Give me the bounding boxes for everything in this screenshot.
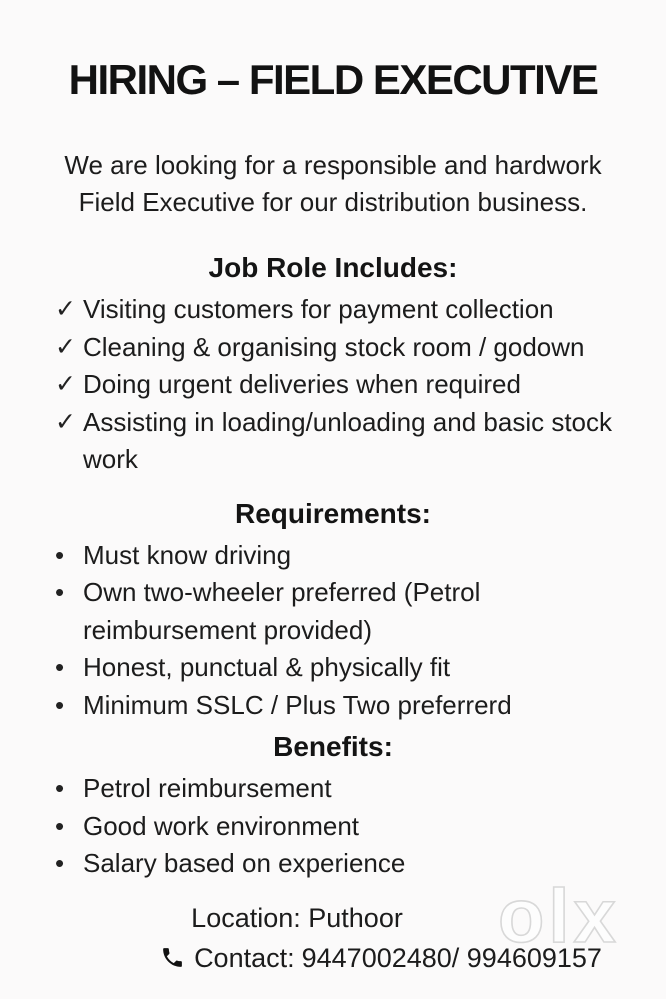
contact-numbers: 9447002480/ 994609157 <box>301 942 602 973</box>
section-heading-job-role: Job Role Includes: <box>208 252 458 283</box>
poster-footer <box>0 899 666 977</box>
list-item-text: Petrol reimbursement <box>83 773 332 803</box>
list-item-text: Must know driving <box>83 539 292 570</box>
olx-watermark-text: olx <box>498 876 620 959</box>
checkmark-icon: ✓ <box>55 332 76 361</box>
section-heading-benefits: Benefits: <box>273 731 393 762</box>
checkmark-icon: ✓ <box>55 370 76 398</box>
list-item-text: Visiting customers for payment collection <box>83 294 554 324</box>
list-item <box>55 687 638 725</box>
intro-text: We are looking for a responsible and hardwork Field Executive for our distribution business. <box>64 150 602 217</box>
list-item <box>55 291 638 329</box>
list-item-text: Salary based on experience <box>83 848 406 878</box>
list-item <box>55 404 638 479</box>
bullet-icon: • <box>55 652 65 682</box>
bullet-icon: • <box>55 539 65 570</box>
list-item-text: Good work environment <box>83 810 360 841</box>
list-item <box>55 649 638 687</box>
contact-label: Contact: <box>194 942 295 973</box>
list-item <box>55 770 638 808</box>
contact-line <box>48 939 666 977</box>
checkmark-icon: ✓ <box>55 295 76 323</box>
list-item-text: Assisting in loading/unloading and basic stock work <box>83 406 613 474</box>
list-item <box>55 574 638 649</box>
list-item-text: Own two-wheeler preferred (Petrol reimbursement provided) <box>83 577 481 645</box>
list-item-text: Doing urgent deliveries when required <box>83 369 521 399</box>
phone-icon <box>160 945 185 970</box>
requirements-list <box>0 537 666 725</box>
poster-title: HIRING – FIELD EXECUTIVE <box>68 56 598 103</box>
list-item <box>55 845 638 883</box>
bullet-icon: • <box>55 810 65 841</box>
list-item <box>55 329 638 367</box>
list-item <box>55 808 638 846</box>
list-item-text: Cleaning & organising stock room / godown <box>83 331 585 362</box>
checkmark-icon: ✓ <box>55 407 76 436</box>
list-item-text: Honest, punctual & physically fit <box>83 652 451 682</box>
section-heading-requirements: Requirements: <box>234 497 432 529</box>
bullet-icon: • <box>55 689 65 720</box>
list-item <box>55 537 638 575</box>
location-line: Location: Puthoor <box>191 902 403 933</box>
benefits-list <box>0 770 666 883</box>
bullet-icon: • <box>55 848 65 878</box>
job-role-list <box>0 291 666 479</box>
list-item <box>55 366 638 404</box>
list-item-text: Minimum SSLC / Plus Two preferrerd <box>83 689 512 720</box>
bullet-icon: • <box>55 577 65 607</box>
bullet-icon: • <box>55 773 65 803</box>
